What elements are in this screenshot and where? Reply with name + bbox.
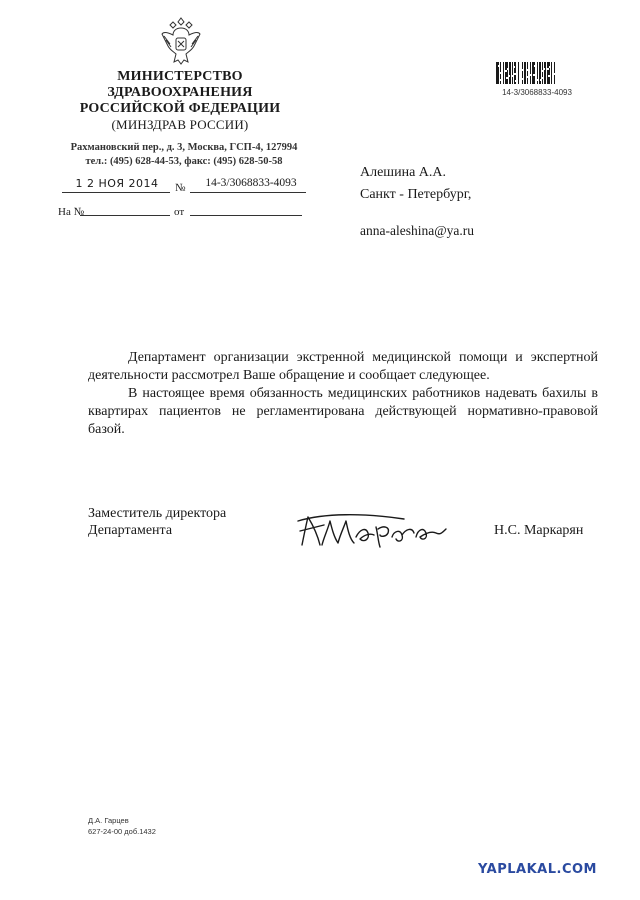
reference-date-label: от <box>174 206 185 218</box>
ministry-address: Рахмановский пер., д. 3, Москва, ГСП-4, 127994 <box>70 142 298 153</box>
barcode <box>496 62 576 84</box>
executor-name: Д.А. Гарцев <box>88 816 129 825</box>
ministry-title-line1: МИНИСТЕРСТВО <box>117 69 243 84</box>
outgoing-number: 14-3/3068833-4093 <box>205 177 297 189</box>
recipient-name: Алешина А.А. <box>360 165 447 180</box>
reference-date-underline <box>190 215 302 216</box>
recipient-email: anna-aleshina@ya.ru <box>360 223 475 238</box>
signatory-title-line2: Департамента <box>88 523 173 538</box>
executor-phone: 627-24-00 доб.1432 <box>88 827 156 836</box>
signatory-name: Н.С. Маркарян <box>494 523 584 538</box>
barcode-number: 14-3/3068833-4093 <box>502 88 572 97</box>
outgoing-date: 1 2 НОЯ 2014 <box>75 177 159 190</box>
number-underline <box>190 192 306 193</box>
body-paragraph: В настоящее время обязанность медицинских работников надевать бахилы в квартирах пациентов не регламентирована действующей нормативно-правовой базой. <box>88 386 598 437</box>
letter-body <box>88 349 598 439</box>
body-paragraph: Департамент организации экстренной медицинской помощи и экспертной деятельности рассмотрел Ваше обращение и сообщает следующее. <box>88 350 598 383</box>
reference-number-underline <box>80 215 170 216</box>
ministry-phones: тел.: (495) 628-44-53, факс: (495) 628-50-58 <box>85 156 283 167</box>
reference-number-label: На № <box>58 206 85 218</box>
handwritten-signature <box>294 507 454 551</box>
number-sign: № <box>175 182 186 194</box>
ministry-title-line3: РОССИЙСКОЙ ФЕДЕРАЦИИ <box>79 101 281 116</box>
date-underline <box>62 192 170 193</box>
site-watermark: YAPLAKAL.COM <box>478 862 597 877</box>
ministry-title-line2: ЗДРАВООХРАНЕНИЯ <box>107 85 253 100</box>
ministry-short-name: (МИНЗДРАВ РОССИИ) <box>111 117 249 132</box>
signatory-title-line1: Заместитель директора <box>88 506 227 521</box>
coat-of-arms-emblem <box>158 14 204 68</box>
recipient-city: Санкт - Петербург, <box>360 187 472 202</box>
